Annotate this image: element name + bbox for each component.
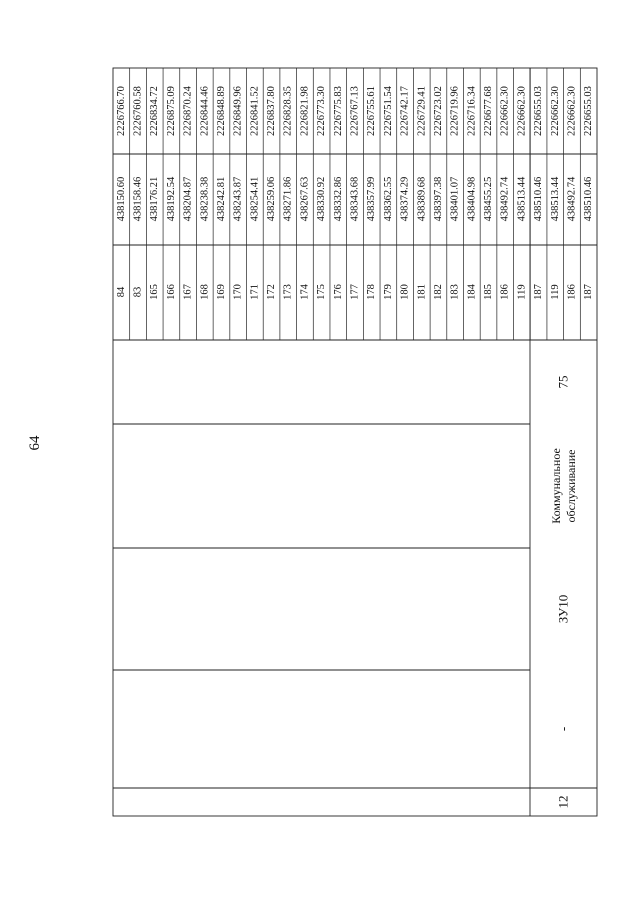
y-coordinate-cell: 2226723.02 (432, 86, 444, 136)
x-coordinate-cell: 438510.46 (533, 176, 545, 222)
y-coordinate-cell: 2226837.80 (266, 86, 278, 136)
point-number-cell: 182 (432, 284, 444, 300)
y-coordinate-cell: 2226766.70 (115, 86, 127, 136)
x-coordinate-cell: 438176.21 (149, 176, 161, 222)
y-coordinate-cell: 2226729.41 (416, 86, 428, 136)
x-coordinate-cell: 438492.74 (499, 176, 511, 222)
x-coordinate-cell: 438242.81 (215, 176, 227, 222)
x-coordinate-cell: 438332.86 (332, 176, 344, 222)
x-coordinate-cell: 438254.41 (249, 176, 261, 222)
point-number-cell: 186 (499, 284, 511, 300)
page-number: 64 (27, 435, 43, 451)
y-coordinate-cell: 2226870.24 (182, 86, 194, 136)
y-coordinate-cell: 2226677.68 (483, 86, 495, 136)
point-number-cell: 177 (349, 284, 361, 300)
x-coordinate-cell: 438404.98 (466, 176, 478, 222)
x-coordinate-cell: 438259.06 (266, 176, 278, 222)
y-coordinate-cell: 2226849.96 (232, 86, 244, 136)
area-cell: 75 (555, 375, 571, 389)
point-number-cell: 185 (483, 284, 495, 300)
x-coordinate-cell: 438243.87 (232, 176, 244, 222)
x-coordinate-cell: 438204.87 (182, 176, 194, 222)
point-number-cell: 174 (299, 284, 311, 300)
point-number-cell: 178 (366, 284, 378, 300)
x-coordinate-cell: 438492.74 (566, 176, 578, 222)
y-coordinate-cell: 2226662.30 (516, 86, 528, 136)
x-coordinate-cell: 438271.86 (282, 176, 294, 222)
y-coordinate-cell: 2226848.89 (215, 86, 227, 136)
x-coordinate-cell: 438192.54 (165, 176, 177, 222)
x-coordinate-cell: 438374.29 (399, 176, 411, 222)
y-coordinate-cell: 2226719.96 (449, 86, 461, 136)
x-coordinate-cell: 438389.68 (416, 176, 428, 222)
y-coordinate-cell: 2226828.35 (282, 86, 294, 136)
x-coordinate-cell: 438238.38 (199, 176, 211, 222)
y-coordinate-cell: 2226662.30 (566, 86, 578, 136)
point-number-cell: 84 (115, 286, 127, 298)
point-number-cell: 83 (132, 286, 144, 298)
x-coordinate-cell: 438455.25 (483, 176, 495, 222)
point-number-cell: 180 (399, 284, 411, 300)
point-number-cell: 175 (316, 284, 328, 300)
point-number-cell: 181 (416, 284, 428, 300)
point-number-cell: 169 (215, 284, 227, 300)
x-coordinate-cell: 438330.92 (316, 176, 328, 222)
y-coordinate-cell: 2226742.17 (399, 86, 411, 136)
y-coordinate-cell: 2226760.58 (132, 86, 144, 136)
y-coordinate-cell: 2226821.98 (299, 86, 311, 136)
y-coordinate-cell: 2226875.09 (165, 86, 177, 136)
point-number-cell: 119 (549, 284, 561, 300)
x-coordinate-cell: 438397.38 (432, 176, 444, 222)
x-coordinate-cell: 438343.68 (349, 176, 361, 222)
dash-cell: - (555, 726, 571, 732)
point-number-cell: 167 (182, 284, 194, 300)
row-number-cell: 12 (555, 795, 571, 809)
y-coordinate-cell: 2226655.03 (583, 86, 595, 136)
x-coordinate-cell: 438150.60 (115, 176, 127, 222)
y-coordinate-cell: 2226775.83 (332, 86, 344, 136)
y-coordinate-cell: 2226844.46 (199, 86, 211, 136)
point-number-cell: 186 (566, 284, 578, 300)
point-number-cell: 173 (282, 284, 294, 300)
y-coordinate-cell: 2226662.30 (499, 86, 511, 136)
point-number-cell: 172 (266, 284, 278, 300)
x-coordinate-cell: 438158.46 (132, 176, 144, 222)
y-coordinate-cell: 2226767.13 (349, 86, 361, 136)
y-coordinate-cell: 2226662.30 (549, 86, 561, 136)
point-number-cell: 176 (332, 284, 344, 300)
x-coordinate-cell: 438362.55 (382, 176, 394, 222)
point-number-cell: 184 (466, 284, 478, 300)
y-coordinate-cell: 2226751.54 (382, 86, 394, 136)
y-coordinate-cell: 2226655.03 (533, 86, 545, 136)
y-coordinate-cell: 2226716.34 (466, 86, 478, 136)
point-number-cell: 183 (449, 284, 461, 300)
usage-cell-line-2: обслуживание (564, 449, 578, 523)
point-number-cell: 165 (149, 284, 161, 300)
x-coordinate-cell: 438510.46 (583, 176, 595, 222)
y-coordinate-cell: 2226755.61 (366, 86, 378, 136)
point-number-cell: 187 (583, 284, 595, 300)
point-number-cell: 166 (165, 284, 177, 300)
x-coordinate-cell: 438513.44 (549, 176, 561, 222)
parcel-cell: ЗУ10 (555, 594, 571, 624)
usage-cell-line-1: Коммунальное (549, 448, 563, 524)
point-number-cell: 171 (249, 284, 261, 300)
x-coordinate-cell: 438401.07 (449, 176, 461, 222)
point-number-cell: 170 (232, 284, 244, 300)
x-coordinate-cell: 438513.44 (516, 176, 528, 222)
y-coordinate-cell: 2226841.52 (249, 86, 261, 136)
x-coordinate-cell: 438357.99 (366, 176, 378, 222)
point-number-cell: 119 (516, 284, 528, 300)
point-number-cell: 187 (533, 284, 545, 300)
point-number-cell: 179 (382, 284, 394, 300)
x-coordinate-cell: 438267.63 (299, 176, 311, 222)
point-number-cell: 168 (199, 284, 211, 300)
y-coordinate-cell: 2226834.72 (149, 86, 161, 136)
y-coordinate-cell: 2226773.30 (316, 86, 328, 136)
